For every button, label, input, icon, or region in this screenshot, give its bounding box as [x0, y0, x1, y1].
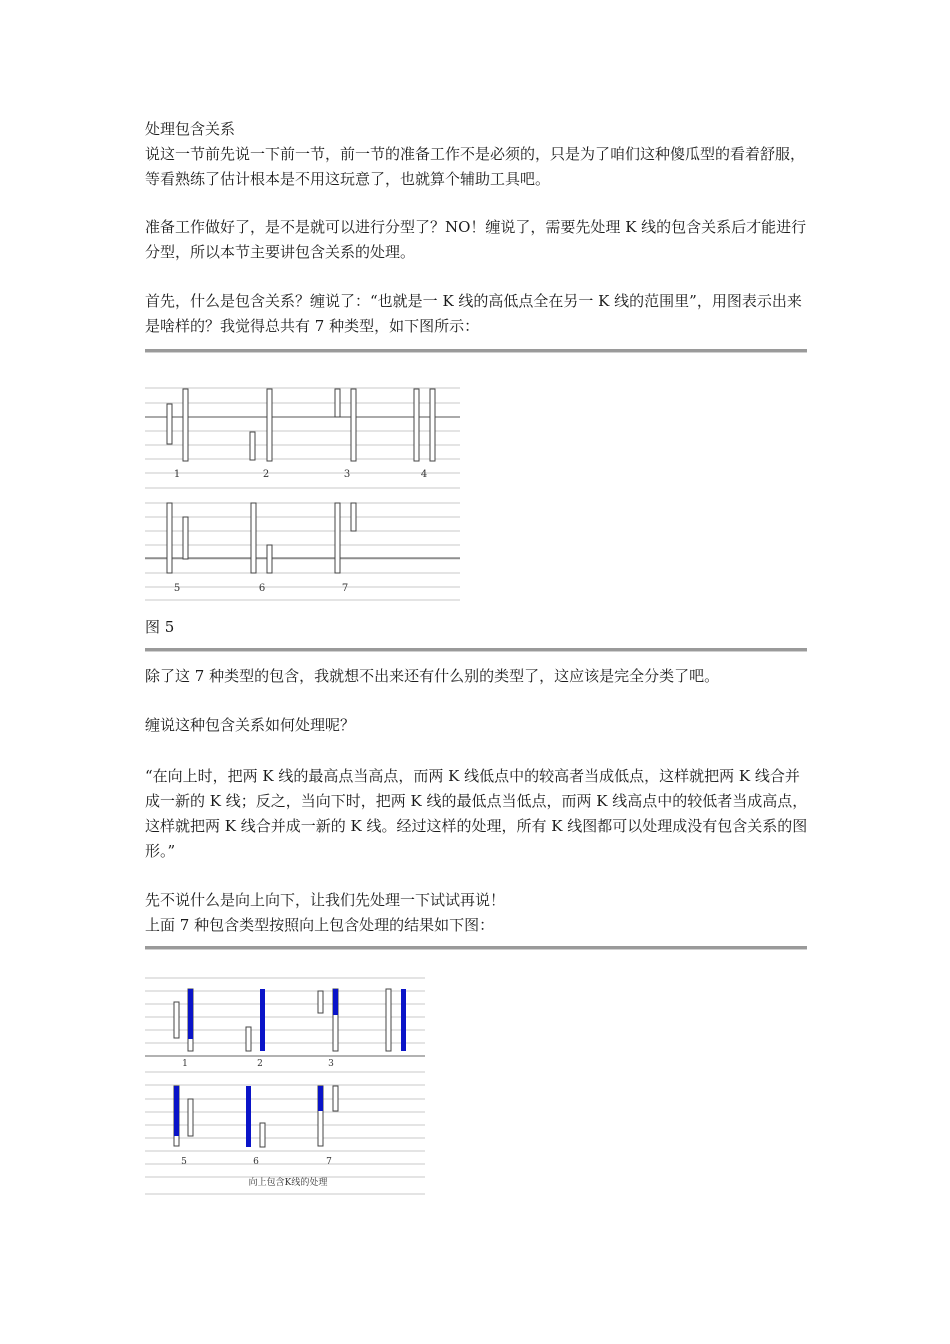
candle-5b [183, 517, 188, 559]
result-label-6: 6 [253, 1157, 259, 1167]
candle-6a [251, 503, 256, 573]
paragraph-intro: 说这一节前先说一下前一节，前一节的准备工作不是必须的，只是为了咱们这种傻瓜型的看着舒服，等看熟练了估计根本是不用这玩意了，也就算个辅助工具吧。 [145, 145, 806, 188]
merged-candle-4 [401, 989, 406, 1051]
figure-label-2: 2 [262, 469, 270, 480]
candle-2b [267, 389, 272, 461]
horizontal-rule [145, 648, 807, 652]
merged-candle-7 [318, 1086, 323, 1111]
merged-candle-6 [246, 1086, 251, 1147]
candle-1a [167, 404, 172, 444]
paragraph-result-intro: 上面 7 种包含类型按照向上包含处理的结果如下图： [145, 916, 495, 934]
candle-3b [351, 389, 356, 461]
merged-candle-2 [260, 989, 265, 1051]
merged-candle-5 [174, 1086, 179, 1136]
source-candle-2a [246, 1027, 251, 1051]
figure-label-3: 3 [343, 469, 351, 480]
paragraph-preparation: 准备工作做好了，是不是就可以进行分型了？NO！缠说了，需要先处理 K 线的包含关系后才能进行分型，所以本节主要讲包含关系的处理。 [145, 218, 807, 261]
result-label-1: 1 [182, 1059, 188, 1069]
source-candle-5b [188, 1099, 193, 1136]
result-label-3: 3 [328, 1059, 334, 1069]
candle-7b [351, 503, 356, 531]
result-label-5: 5 [181, 1157, 187, 1167]
paragraph-definition: 首先，什么是包含关系？缠说了：“也就是一 K 线的高低点全在另一 K 线的范围里”，用图表示出来是啥样的？我觉得总共有 7 种类型，如下图所示： [145, 292, 802, 335]
inclusion-types-figure [145, 383, 465, 603]
candle-7a [335, 503, 340, 573]
paragraph-try: 先不说什么是向上向下，让我们先处理一下试试再说！ [145, 891, 506, 909]
paragraph-completeness: 除了这 7 种类型的包含，我就想不出来还有什么别的类型了，这应该是完全分类了吧。 [145, 667, 720, 685]
horizontal-rule [145, 946, 807, 950]
candle-4a [414, 389, 419, 461]
paragraph-question: 缠说这种包含关系如何处理呢？ [145, 716, 356, 734]
candle-5a [167, 503, 172, 573]
horizontal-rule [145, 349, 807, 353]
merged-candle-3 [333, 989, 338, 1015]
source-candle-4a [386, 989, 391, 1051]
result-label-7: 7 [326, 1157, 332, 1167]
candle-2a [250, 432, 255, 460]
figure-label-6: 6 [258, 583, 266, 594]
source-candle-7b [333, 1086, 338, 1111]
candle-3a [335, 389, 340, 417]
merged-candle-1 [188, 989, 193, 1039]
candle-1b [183, 389, 188, 461]
figure-label-4: 4 [420, 469, 428, 480]
section-title: 处理包含关系 [145, 120, 236, 138]
figure-label-5: 5 [173, 583, 181, 594]
upward-processing-figure [145, 975, 430, 1200]
source-candle-3a [318, 991, 323, 1013]
figure-label-1: 1 [173, 469, 181, 480]
candle-4b [430, 389, 435, 461]
paragraph-quote: “在向上时，把两 K 线的最高点当高点，而两 K 线低点中的较高者当成低点，这样就把两 K 线合并成一新的 K 线；反之，当向下时，把两 K 线的最低点当低点，而两 K 线高点中的较低者当成高点，这样就把两 K 线合并成一新的 K 线。经过这样的处理，所有 K 线图都可以处理成没有包含关系的图形。” [145, 767, 808, 860]
source-candle-1a [174, 1002, 179, 1038]
figure-caption: 图 5 [145, 618, 175, 636]
result-label-2: 2 [257, 1059, 263, 1069]
source-candle-6b [260, 1123, 265, 1147]
figure-label-7: 7 [341, 583, 349, 594]
result-figure-caption: 向上包含K线的处理 [248, 1178, 328, 1188]
candle-6b [267, 545, 272, 573]
